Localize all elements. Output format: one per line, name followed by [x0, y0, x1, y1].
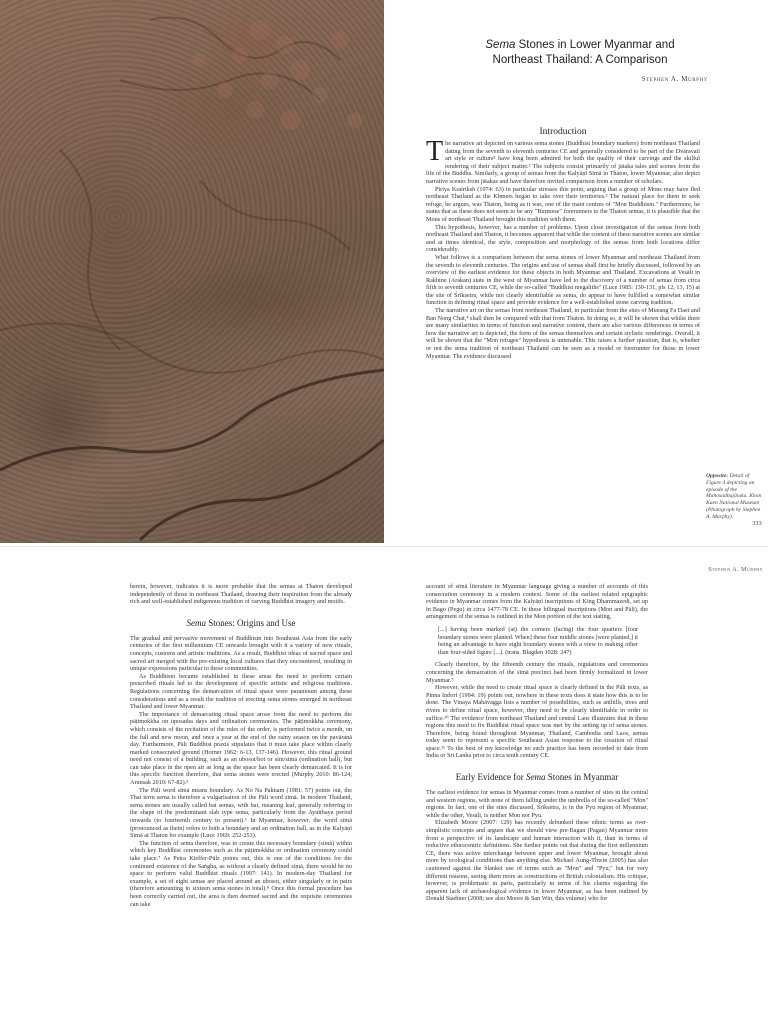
- intro-paragraph: What follows is a comparison between the sema stones of lower Myanmar and northeast Thailand from the seventh to eleventh centuries. The origins and use of semas shall first be briefly discussed, followed by an overview of the earliest evidence for these objects in both Myanmar and Thailand. Excavations at Vesāli in Rakhine (Arakan) state in the west of Myanmar have led to the discovery of a number of semas from circa fifth to seventh centuries CE, while the so-called "Buddhist megaliths" (Luce 1985: 130-131, pls 12, 13, 15) at the site of Śrīkṣetra, while not clearly identifiable as sema, do appear to have fulfilled a somewhat similar function in defining ritual space and provide evidence for a well-established stone carving tradition.: [426, 253, 700, 307]
- paragraph: herein, however, indicates it is more probable that the semas at Thaton developed independently of those in northeast Thailand, drawing their inspiration from the already rich and well-established indigenous tradition of carving Buddhist imagery and motifs.: [130, 583, 352, 606]
- running-head: Stephen A. Murphy: [708, 567, 763, 573]
- paragraph: As Buddhism became established in these areas the need to perform certain prescribed rituals led to the development of specific artistic and religious traditions. Regulations concerning the demarcation of ritual space were paramount among these considerations and as a result the tradition of erecting sema stones emerged in northeast Thailand and lower Myanmar.: [130, 672, 352, 711]
- title-line1-rest: Stones in Lower Myanmar and: [515, 39, 675, 51]
- drop-cap: T: [426, 140, 444, 167]
- section-heading-introduction: Introduction: [539, 127, 587, 137]
- caption-text: Detail of Figure 4 depicting an episode of the Mahosadhajātaka. Khon Kaen National Museum (Photograph by Stephen A. Murphy).: [706, 473, 762, 520]
- intro-paragraph: The narrative art on the semas from northeast Thailand, in particular from the sites of Mueang Fa Daet and Ban Nong Chat,⁴ shall then be compared with that from Thaton. In doing so, it will be shown that whilst there are many similarities in terms of function and narrative content, there are also various differences in terms of how the narrative art is depicted, the form of the semas themselves and certain stylistic renderings. Overall, it will be shown that the "Mon refugee" hypothesis is untenable. This raises a further question, that is, whether or not the sema tradition of northeast Thailand can be seen as a model or forerunner for those in lower Myanmar. The evidence discussed: [426, 307, 700, 360]
- paragraph: The Pāli word sīmā means boundary. As No Na Paknam (1981: 57) points out, the Thai term sema is therefore a vulgarisation of the Pāli word sīmā. In modern Thailand, sema stones are usually called bai semas, with bai, meaning leaf, generally referring to the shape of the predominant slab type sema, particularly from the Ayutthaya period onwards (to fourteenth century to present).⁶ In Myanmar, however, the word sīmā (pronounced as thein) refers to both a boundary and an ordination hall, as in the Kalyāṇī Sīmā at Thaton for example (Luce 1969: 252-253).: [130, 786, 352, 840]
- block-quote: [...] having been marked (at) the corners (facing) the four quarters [four boundary stones were planted. When] these four middle stones [were planted,] it being an advantage to have eight boundary stones with a view to making other than four-sided figure [...]. (trans. Blagden 1928: 247): [438, 625, 638, 656]
- author-name: Stephen A. Murphy: [641, 75, 708, 83]
- title-line2: Northeast Thailand: A Comparison: [492, 54, 668, 66]
- paragraph: The earliest evidence for semas in Myanmar comes from a number of sites in the central and western regions, with none of them falling under the umbrella of the so-called "Mon" regions. In fact, one of the sites discussed, Śrīkṣetra, is in the Pyu region of Myanmar, while the other, Vesāli, is neither Mon nor Pyu.: [426, 789, 648, 819]
- stone-relief-texture: [0, 0, 384, 543]
- caption-label: Opposite:: [706, 473, 729, 479]
- figure-caption: [706, 473, 762, 521]
- intro-paragraph: This hypothesis, however, has a number of problems. Upon close investigation of the semas from both northeast Thailand and Thaton, it becomes apparent that while the content of these narrative scenes are similar and at times identical, the style, composition and morphology of the semas from both locations differ considerably.: [426, 223, 700, 254]
- page-number: 333: [752, 520, 762, 527]
- right-column-text: [426, 583, 648, 1023]
- paragraph: The importance of demarcating ritual space arose from the need to perform the pāṭimokkha on uposatha days and ordination ceremonies. The pāṭimokkha ceremony, which consists of the recitation of the rules of the order, is performed twice a month, on the full and new moon, and once a year at the end of the rainy season on the pavāraṇā day. Furthermore, Pāli Buddhist praxis stipulates that it must take place within clearly marked consecrated ground (Horner 1962: 6-13, 137-146). However, this ritual ground need not consist of a building, such as an ubosot/bot or sim/sīmā (ordination hall), but can take place in the open air as long as the space has been clearly demarcated. It is for this specific function therefore, that sema stones were erected (Murphy 2010: 86-124; Arunsak 2010: 67-82).⁵: [130, 710, 352, 787]
- paragraph: Elizabeth Moore (2007: 129) has recently debunked these ethnic terms as over-simplistic concepts and argues that we should view pre-Bagan (Pagan) Myanmar more from a perspective of its landscape and human interaction with it, than in terms of reductive ethnocentric definitions. She further points out that during the first millennium CE, there was active interchange between upper and lower Myanmar, brought about more by ecological conditions than anything else. Michael Aung-Thwin (2005) has also cautioned against the blanket use of terms such as "Mon" and "Pyu," but for very different reasons, seeing them more as constructions of British colonialism. His critique, however, is problematic in parts, particularly in terms of his claims regarding the apparent lack of archaeological evidence in lower Myanmar, as has been outlined by Donald Stadtner (2008; see also Moore & San Win, this volume) who for: [426, 819, 648, 903]
- paragraph: The function of sema therefore, was to create this necessary boundary (sīmā) within which key Buddhist ceremonies such as the pāṭimokkha or ordination ceremony could take place.⁷ As Petra Kieffer-Pülz points out, this is one of the conditions for the continued existence of the Saṅgha, as without a clearly defined sīmā, there would be no space to perform valid Buddhist rituals (1997: 141). In modern-day Thailand for example, a set of eight semas are placed around an ubosot, either singularly or in pairs (therefore amounting to sixteen sema stones in total).⁸ Once this formal procedure has been correctly carried out, the area is then deemed sacred and the requisite ceremonies can take: [130, 839, 352, 908]
- intro-paragraph: The narrative art depicted on various sema stones (Buddhist boundary markers) from northeast Thailand dating from the seventh to eleventh centuries CE and generally considered to be part of the Dvāravatī art style or culture¹ have long been admired for both the quality of their carvings and the skilful rendering of their subject matter.² The subjects consist primarily of jātaka tales and scenes from the life of the Buddha. Similarly, a group of semas from the Kalyāṇī Sīmā in Thaton, lower Myanmar, also depict narrative scenes from jātakas and have therefore invited comparison from a number of scholars.: [426, 140, 700, 185]
- intro-paragraph: Piriya Krairiksh (1974: 63) in particular stresses this point, arguing that a group of Mons may have fled northeast Thailand as the Khmers began to take over their territories.³ The natural place for them to seek refuge, he argues, was Thaton, being as it was, one of the main centres of "Mon Buddhism." Furthermore, he states that as these does not seem to be any "Burmese" forerunners to the Thaton semas, it is plausible that the Mons of northeast Thailand brought this tradition with them.: [426, 185, 700, 223]
- sema-stone-photograph: [0, 0, 384, 543]
- paragraph: account of sīmā literature in Myanmar language giving a number of accounts of this consecration ceremony in a modern context. Some of the earliest related epigraphic evidence in Myanmar comes from the Kalyāṇī inscriptions of King Dhammazedi, set up in Bago (Pegu) in circa 1477-78 CE. In these bilingual inscriptions (Mon and Pāli), the arrangement of the semas is outlined in the Mon portion of the text stating,: [426, 583, 648, 621]
- page-334: [0, 546, 768, 1025]
- section-heading-origins: Sema Stones: Origins and Use: [186, 617, 296, 628]
- paragraph: The gradual and pervasive movement of Buddhism into Southeast Asia from the early centuries of the first millennium CE onwards brought with it a variety of new rituals, concepts, customs and artistic traditions. As a result, Buddhist ideas of sacred space and sacred art merged with the pre-existing local cultures that they encountered, resulting in unique expressions particular to these communities.: [130, 634, 352, 673]
- left-column-text: [130, 583, 352, 1023]
- introduction-text: [426, 140, 700, 535]
- section-heading-early-evidence: Early Evidence for Sema Stones in Myanmar: [455, 772, 619, 783]
- paragraph: Clearly therefore, by the fifteenth century the rituals, regulations and ceremonies concerning the demarcation of the sīmā precinct had been firmly formalized in lower Myanmar.⁹: [426, 661, 648, 684]
- article-title: [392, 38, 768, 68]
- paragraph: However, while the need to create ritual space is clearly defined in the Pāli texts, as Pinna Indorf (1994: 19) points out, nowhere in these texts does it state how this is to be done. The Vinaya Mahāvagga lists a number of possibilities, such as anthills, trees and rivers to define ritual space, however, they need to be clearly identifiable in order to suffice.¹⁰ The evidence from northeast Thailand and central Laos illustrates that in these regions this need to fix Buddhist ritual space was met by the setting up of sema stones. Therefore, being found throughout Myanmar, Thailand, Cambodia and Laos, semas today seem to represent a specific Southeast Asian response to the creation of ritual space.¹¹ To the best of my knowledge no such practice has been recorded to date from India or Sri Lanka prior to circa tenth century CE.: [426, 684, 648, 760]
- title-italic-word: Sema: [485, 39, 516, 51]
